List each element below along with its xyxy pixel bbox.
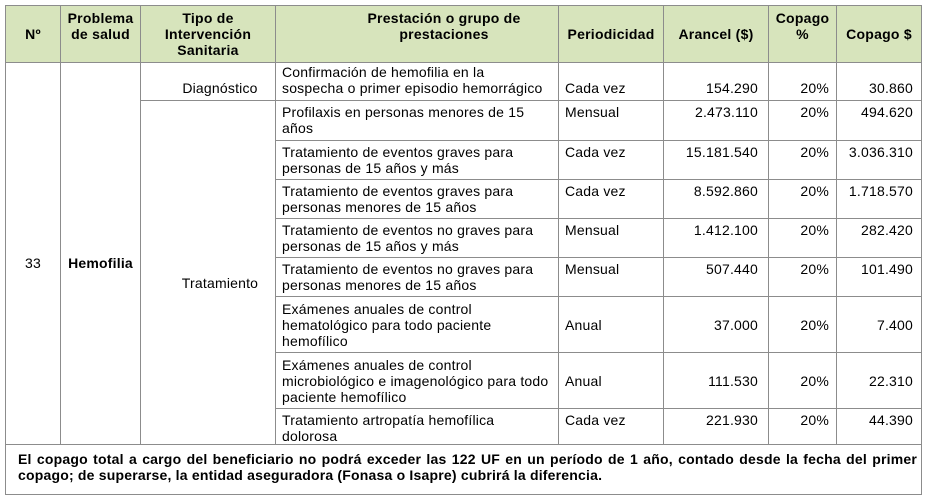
- prestacion-line: paciente hemofílico: [282, 388, 407, 405]
- prestacion-line: Tratamiento de eventos graves para: [282, 183, 514, 199]
- copago-amount-cell: 101.490: [837, 258, 922, 297]
- arancel-cell: 8.592.860: [664, 180, 769, 219]
- prestacion-line: microbiológico e imagenológico para todo: [282, 372, 549, 389]
- periodicidad-cell: Cada vez: [559, 409, 664, 445]
- prestacion-line: Tratamiento de eventos no graves para: [282, 222, 534, 238]
- header-prestacion-line: Prestación o grupo de: [367, 10, 521, 26]
- prestacion-line: Tratamiento artropatía hemofílica: [282, 412, 495, 428]
- prestacion-cell: [276, 101, 559, 141]
- periodicidad-cell: Mensual: [559, 219, 664, 258]
- prestacion-line: hematológico para todo paciente: [282, 316, 492, 333]
- arancel-cell: 221.930: [664, 409, 769, 445]
- prestacion-line: Confirmación de hemofilia en la: [282, 64, 485, 80]
- prestacion-cell: [276, 141, 559, 180]
- periodicidad-cell: Cada vez: [559, 141, 664, 180]
- periodicidad-cell: Cada vez: [559, 63, 664, 101]
- prestacion-line: personas menores de 15 años: [282, 277, 477, 293]
- prestacion-line: sospecha o primer episodio hemorrágico: [282, 80, 543, 96]
- arancel-cell: 37.000: [664, 297, 769, 353]
- header-copago-percent-line: %: [796, 26, 809, 42]
- prestacion-cell: [276, 180, 559, 219]
- prestacion-line: dolorosa: [282, 428, 338, 444]
- header-tipo-intervencion: [141, 6, 276, 63]
- arancel-cell: 507.440: [664, 258, 769, 297]
- copago-amount-cell: 1.718.570: [837, 180, 922, 219]
- copago-limit-note-line: El copago total a cargo del beneficiario no podrá exceder las 122 UF en un período de 1 año, contado desde la fecha del primer: [18, 451, 917, 467]
- prestacion-line: Tratamiento de eventos graves para: [282, 144, 514, 160]
- copago-percent-cell: 20%: [769, 63, 837, 101]
- problema-numero: 33: [6, 63, 61, 445]
- copago-percent-cell: 20%: [769, 101, 837, 141]
- problema-nombre: Hemofilia: [61, 63, 141, 445]
- prestacion-line: personas menores de 15 años: [282, 199, 477, 215]
- header-problema-salud: [61, 6, 141, 63]
- copago-percent-cell: 20%: [769, 219, 837, 258]
- copago-limit-note-line: copago; de superarse, la entidad aseguradora (Fonasa o Isapre) cubrirá la diferencia.: [18, 467, 603, 483]
- header-tipo-intervencion-line: Intervención: [164, 26, 252, 42]
- copago-limit-note: [6, 445, 922, 495]
- copago-amount-cell: 494.620: [837, 101, 922, 141]
- copago-percent-cell: 20%: [769, 297, 837, 353]
- periodicidad-cell: Anual: [559, 297, 664, 353]
- prestacion-line: personas de 15 años y más: [282, 238, 459, 254]
- header-copago-percent-line: Copago: [775, 10, 830, 26]
- copago-amount-cell: 7.400: [837, 297, 922, 353]
- arancel-cell: 111.530: [664, 353, 769, 409]
- prestacion-line: Exámenes anuales de control: [282, 356, 472, 373]
- copago-amount-cell: 44.390: [837, 409, 922, 445]
- copago-percent-cell: 20%: [769, 141, 837, 180]
- arancel-cell: 2.473.110: [664, 101, 769, 141]
- header-arancel: Arancel ($): [664, 6, 769, 63]
- prestacion-line: Tratamiento de eventos no graves para: [282, 261, 534, 277]
- header-problema-salud-line: Problema: [67, 10, 134, 26]
- prestacion-cell: [276, 219, 559, 258]
- header-row: [6, 6, 922, 63]
- header-copago-amount: Copago $: [837, 6, 922, 63]
- header-problema-salud-line: de salud: [71, 26, 130, 42]
- copago-percent-cell: 20%: [769, 180, 837, 219]
- copago-percent-cell: 20%: [769, 409, 837, 445]
- periodicidad-cell: Cada vez: [559, 180, 664, 219]
- prestacion-line: Exámenes anuales de control: [282, 300, 472, 317]
- prestacion-cell: [276, 63, 559, 101]
- table-row: [6, 63, 922, 101]
- prestacion-line: años: [282, 120, 314, 136]
- header-numero: Nº: [6, 6, 61, 63]
- periodicidad-cell: Mensual: [559, 101, 664, 141]
- prestacion-cell: [276, 409, 559, 445]
- copago-amount-cell: 30.860: [837, 63, 922, 101]
- header-tipo-intervencion-line: Sanitaria: [177, 42, 239, 58]
- intervencion-diagnostico: Diagnóstico: [141, 63, 276, 101]
- table-row: [6, 101, 922, 141]
- header-prestacion-line: prestaciones: [399, 26, 489, 42]
- prestacion-line: hemofílico: [282, 332, 348, 349]
- prestacion-cell: [276, 353, 559, 409]
- header-tipo-intervencion-line: Tipo de: [182, 10, 234, 26]
- arancel-cell: 15.181.540: [664, 141, 769, 180]
- periodicidad-cell: Mensual: [559, 258, 664, 297]
- header-periodicidad: Periodicidad: [559, 6, 664, 63]
- copago-amount-cell: 282.420: [837, 219, 922, 258]
- header-prestacion: [276, 6, 559, 63]
- prestacion-line: personas de 15 años y más: [282, 160, 459, 176]
- periodicidad-cell: Anual: [559, 353, 664, 409]
- prestacion-cell: [276, 258, 559, 297]
- arancel-cell: 154.290: [664, 63, 769, 101]
- header-copago-percent: [769, 6, 837, 63]
- prestacion-cell: [276, 297, 559, 353]
- intervencion-tratamiento: Tratamiento: [141, 101, 276, 445]
- hemofilia-prestaciones-table: [5, 5, 922, 495]
- prestacion-line: Profilaxis en personas menores de 15: [282, 104, 525, 120]
- copago-percent-cell: 20%: [769, 353, 837, 409]
- arancel-cell: 1.412.100: [664, 219, 769, 258]
- copago-percent-cell: 20%: [769, 258, 837, 297]
- copago-amount-cell: 22.310: [837, 353, 922, 409]
- footer-row: [6, 445, 922, 495]
- copago-amount-cell: 3.036.310: [837, 141, 922, 180]
